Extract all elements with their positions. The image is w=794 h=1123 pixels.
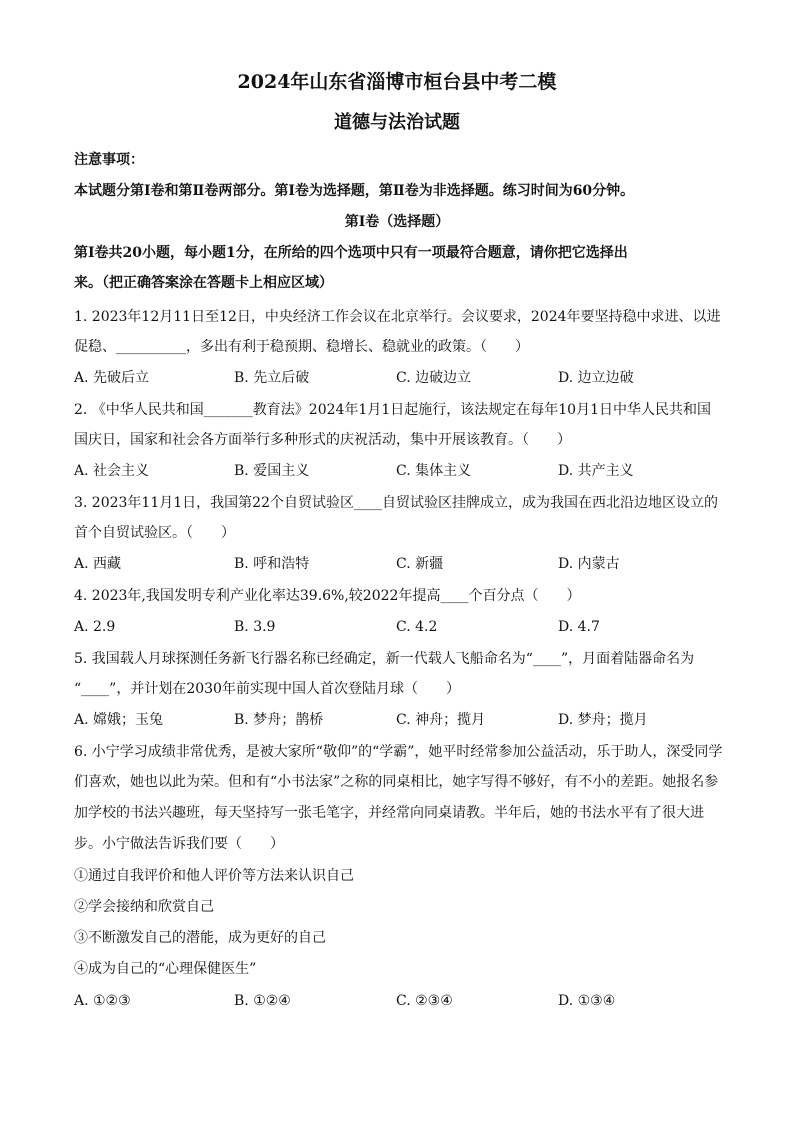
question-1-option-c: C. 边破边立 bbox=[396, 370, 472, 386]
instruction-line-1: 第Ⅰ卷共20小题，每小题1分，在所给的四个选项中只有一项最符合题意，请你把它选择出 bbox=[74, 245, 628, 261]
question-1-line-2: 促稳、__________，多出有利于稳预期、稳增长、稳就业的政策。（ ） bbox=[74, 339, 529, 355]
question-6-statement-4: ④成为自己的“心理保健医生” bbox=[74, 961, 257, 977]
question-3-option-c: C. 新疆 bbox=[396, 556, 444, 572]
question-2-line-1: 2. 《中华人民共和国_______教育法》2024年1月1日起施行，该法规定在每年10月1日中华人民共和国 bbox=[74, 402, 711, 418]
question-2-option-a: A. 社会主义 bbox=[74, 463, 150, 479]
question-3-option-a: A. 西藏 bbox=[74, 556, 122, 572]
question-5-option-b: B. 梦舟；鹊桥 bbox=[234, 712, 324, 728]
question-1-option-b: B. 先立后破 bbox=[234, 370, 310, 386]
question-3-line-2: 首个自贸试验区。（ ） bbox=[74, 525, 235, 541]
question-1-option-d: D. 边立边破 bbox=[558, 370, 634, 386]
question-6-statement-2: ②学会接纳和欣赏自己 bbox=[74, 899, 214, 915]
question-6-line-2: 们喜欢，她也以此为荣。但和有“小书法家”之称的同桌相比，她字写得不够好，有不小的差距。她报名参 bbox=[74, 774, 719, 790]
question-6-option-a: A. ①②③ bbox=[74, 993, 131, 1009]
question-3-line-1: 3. 2023年11月1日，我国第22个自贸试验区____自贸试验区挂牌成立，成为我国在西北沿边地区设立的 bbox=[74, 495, 718, 511]
question-5-line-2: “____”，并计划在2030年前实现中国人首次登陆月球（ ） bbox=[74, 681, 460, 697]
question-2-option-d: D. 共产主义 bbox=[558, 463, 634, 479]
question-2-line-2: 国庆日，国家和社会各方面举行多种形式的庆祝活动，集中开展该教育。（ ） bbox=[74, 432, 571, 448]
notice-text: 本试题分第Ⅰ卷和第Ⅱ卷两部分。第Ⅰ卷为选择题，第Ⅱ卷为非选择题。练习时间为60分钟。 bbox=[74, 183, 635, 199]
question-5-option-c: C. 神舟；揽月 bbox=[396, 712, 486, 728]
instruction-line-2: 来。（把正确答案涂在答题卡上相应区域） bbox=[74, 275, 333, 291]
question-4-line-1: 4. 2023年,我国发明专利产业化率达39.6%,较2022年提高____个百分点（ ） bbox=[74, 588, 581, 604]
question-6-statement-1: ①通过自我评价和他人评价等方法来认识自己 bbox=[74, 868, 354, 884]
question-2-option-c: C. 集体主义 bbox=[396, 463, 472, 479]
exam-title: 2024年山东省淄博市桓台县中考二模 bbox=[237, 71, 557, 93]
question-4-option-d: D. 4.7 bbox=[558, 619, 600, 635]
section-title: 第Ⅰ卷（选择题） bbox=[344, 214, 450, 230]
question-3-option-d: D. 内蒙古 bbox=[558, 556, 620, 572]
question-6-option-b: B. ①②④ bbox=[234, 993, 291, 1009]
question-5-option-a: A. 嫦娥；玉兔 bbox=[74, 712, 164, 728]
question-1-option-a: A. 先破后立 bbox=[74, 370, 150, 386]
question-6-statement-3: ③不断激发自己的潜能，成为更好的自己 bbox=[74, 930, 326, 946]
question-6-option-d: D. ①③④ bbox=[558, 993, 616, 1009]
exam-subtitle: 道德与法治试题 bbox=[334, 112, 460, 133]
question-6-line-1: 6. 小宁学习成绩非常优秀，是被大家所“敬仰”的“学霸”，她平时经常参加公益活动，乐于助人，深受同学 bbox=[74, 744, 723, 760]
question-4-option-a: A. 2.9 bbox=[74, 619, 116, 635]
question-5-option-d: D. 梦舟；揽月 bbox=[558, 712, 648, 728]
question-1-line-1: 1. 2023年12月11日至12日，中央经济工作会议在北京举行。会议要求，2024年要坚持稳中求进、以进 bbox=[74, 309, 721, 325]
question-5-line-1: 5. 我国载人月球探测任务新飞行器名称已经确定，新一代载人飞船命名为“____”，月面着陆器命名为 bbox=[74, 651, 695, 667]
question-2-option-b: B. 爱国主义 bbox=[234, 463, 310, 479]
notice-heading: 注意事项： bbox=[74, 152, 144, 168]
question-4-option-b: B. 3.9 bbox=[234, 619, 276, 635]
question-4-option-c: C. 4.2 bbox=[396, 619, 438, 635]
question-6-option-c: C. ②③④ bbox=[396, 993, 453, 1009]
question-6-line-4: 步。小宁做法告诉我们要（ ） bbox=[74, 836, 284, 852]
question-3-option-b: B. 呼和浩特 bbox=[234, 556, 310, 572]
question-6-line-3: 加学校的书法兴趣班，每天坚持写一张毛笔字，并经常向同桌请教。半年后，她的书法水平有了很大进 bbox=[74, 805, 704, 821]
